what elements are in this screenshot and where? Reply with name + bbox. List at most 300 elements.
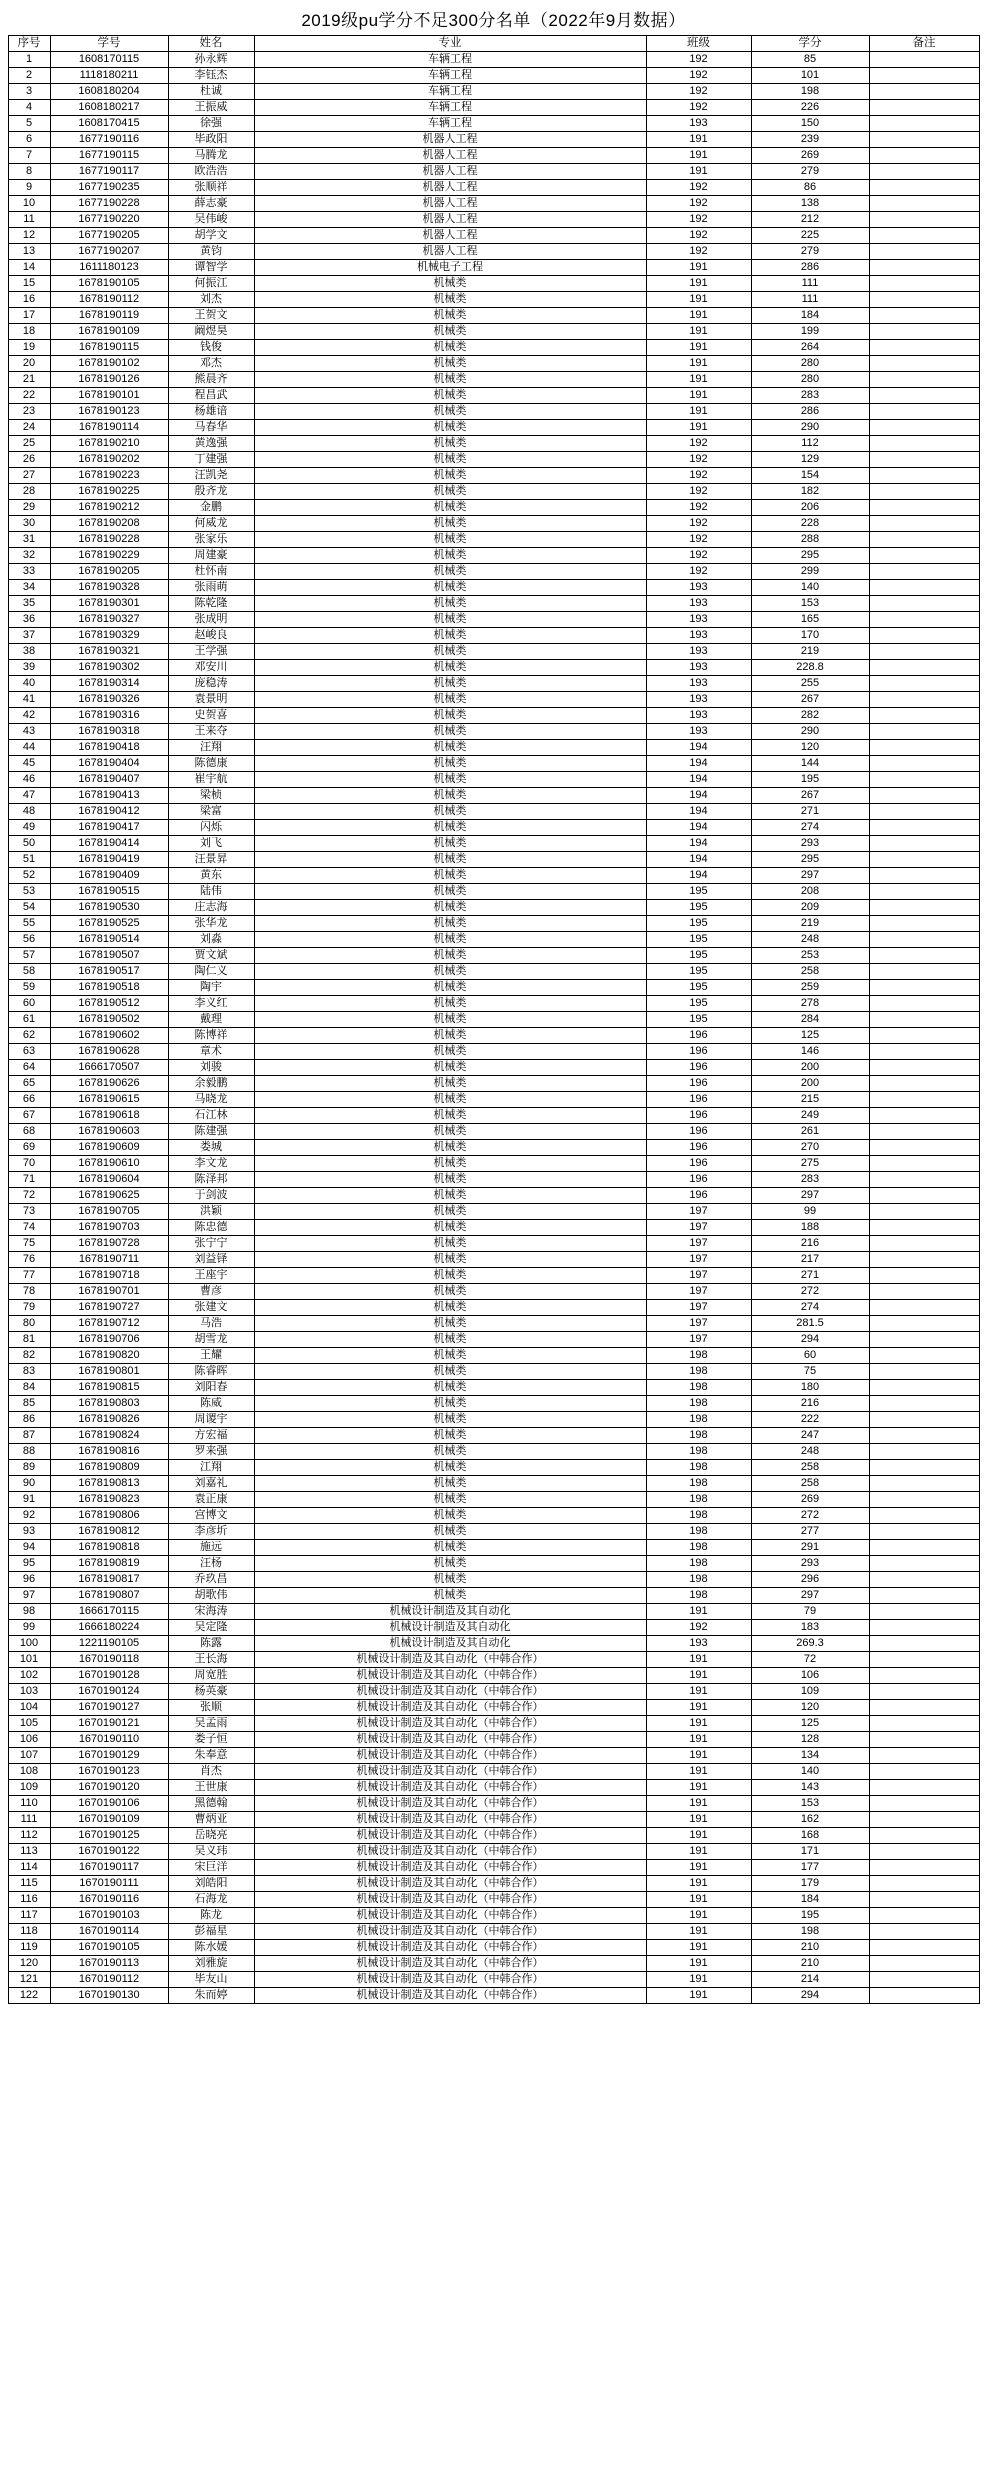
- row-index: 20: [8, 356, 50, 372]
- row-major: 机械类: [254, 964, 646, 980]
- row-major: 机械类: [254, 1364, 646, 1380]
- row-index: 18: [8, 324, 50, 340]
- row-remark: [869, 1956, 979, 1972]
- row-major: 机械设计制造及其自动化: [254, 1620, 646, 1636]
- row-class: 191: [646, 1972, 751, 1988]
- table-row: [8, 52, 979, 68]
- row-class: 196: [646, 1092, 751, 1108]
- row-student-id: 1678190407: [50, 772, 168, 788]
- row-major: 机械类: [254, 1508, 646, 1524]
- row-credits: 248: [751, 932, 869, 948]
- table-row: [8, 564, 979, 580]
- row-class: 195: [646, 964, 751, 980]
- table-row: [8, 1844, 979, 1860]
- row-index: 62: [8, 1028, 50, 1044]
- table-row: [8, 836, 979, 852]
- row-major: 机械类: [254, 276, 646, 292]
- row-class: 191: [646, 1732, 751, 1748]
- row-name: 吴孟雨: [168, 1716, 254, 1732]
- row-class: 193: [646, 116, 751, 132]
- row-major: 机械类: [254, 1460, 646, 1476]
- row-index: 54: [8, 900, 50, 916]
- row-name: 史贺喜: [168, 708, 254, 724]
- row-credits: 153: [751, 1796, 869, 1812]
- row-major: 机械类: [254, 900, 646, 916]
- row-remark: [869, 740, 979, 756]
- table-row: [8, 100, 979, 116]
- row-class: 191: [646, 1908, 751, 1924]
- row-credits: 293: [751, 836, 869, 852]
- table-header-row: [8, 36, 979, 52]
- row-class: 192: [646, 212, 751, 228]
- row-remark: [869, 1556, 979, 1572]
- row-student-id: 1670190118: [50, 1652, 168, 1668]
- row-remark: [869, 132, 979, 148]
- row-class: 194: [646, 788, 751, 804]
- row-remark: [869, 1252, 979, 1268]
- table-row: [8, 740, 979, 756]
- row-major: 机械类: [254, 292, 646, 308]
- row-major: 车辆工程: [254, 84, 646, 100]
- row-class: 192: [646, 532, 751, 548]
- row-credits: 297: [751, 1588, 869, 1604]
- row-class: 191: [646, 1956, 751, 1972]
- row-class: 191: [646, 324, 751, 340]
- row-credits: 297: [751, 868, 869, 884]
- row-remark: [869, 372, 979, 388]
- row-credits: 200: [751, 1076, 869, 1092]
- row-class: 193: [646, 580, 751, 596]
- row-major: 机械类: [254, 788, 646, 804]
- row-name: 肖杰: [168, 1764, 254, 1780]
- table-row: [8, 436, 979, 452]
- row-credits: 258: [751, 964, 869, 980]
- row-index: 52: [8, 868, 50, 884]
- row-name: 刘淼: [168, 932, 254, 948]
- table-row: [8, 1284, 979, 1300]
- row-class: 198: [646, 1412, 751, 1428]
- row-class: 197: [646, 1284, 751, 1300]
- row-name: 毕友山: [168, 1972, 254, 1988]
- row-student-id: 1678190609: [50, 1140, 168, 1156]
- row-credits: 111: [751, 276, 869, 292]
- row-credits: 184: [751, 308, 869, 324]
- student-credit-table: [8, 35, 980, 2004]
- row-major: 机械类: [254, 372, 646, 388]
- table-row: [8, 916, 979, 932]
- row-remark: [869, 116, 979, 132]
- row-remark: [869, 1188, 979, 1204]
- row-major: 机械类: [254, 1156, 646, 1172]
- row-name: 崔宇航: [168, 772, 254, 788]
- table-row: [8, 68, 979, 84]
- row-class: 191: [646, 164, 751, 180]
- row-major: 机械类: [254, 1060, 646, 1076]
- table-row: [8, 676, 979, 692]
- row-index: 65: [8, 1076, 50, 1092]
- row-credits: 225: [751, 228, 869, 244]
- row-credits: 226: [751, 100, 869, 116]
- row-index: 120: [8, 1956, 50, 1972]
- row-major: 机械类: [254, 324, 646, 340]
- table-row: [8, 180, 979, 196]
- column-header-name: 姓名: [168, 36, 254, 52]
- row-major: 车辆工程: [254, 116, 646, 132]
- row-class: 192: [646, 244, 751, 260]
- row-student-id: 1677190207: [50, 244, 168, 260]
- row-student-id: 1670190122: [50, 1844, 168, 1860]
- row-index: 121: [8, 1972, 50, 1988]
- row-index: 85: [8, 1396, 50, 1412]
- table-row: [8, 244, 979, 260]
- row-name: 黑德翰: [168, 1796, 254, 1812]
- row-student-id: 1678190326: [50, 692, 168, 708]
- table-row: [8, 1780, 979, 1796]
- row-remark: [869, 1380, 979, 1396]
- row-class: 191: [646, 1812, 751, 1828]
- row-index: 92: [8, 1508, 50, 1524]
- row-credits: 177: [751, 1860, 869, 1876]
- row-name: 阚煜昊: [168, 324, 254, 340]
- row-remark: [869, 980, 979, 996]
- row-student-id: 1670190105: [50, 1940, 168, 1956]
- row-name: 刘骏: [168, 1060, 254, 1076]
- row-class: 197: [646, 1220, 751, 1236]
- row-remark: [869, 260, 979, 276]
- row-class: 191: [646, 1764, 751, 1780]
- row-major: 机械设计制造及其自动化（中韩合作）: [254, 1892, 646, 1908]
- row-major: 机械类: [254, 532, 646, 548]
- row-index: 13: [8, 244, 50, 260]
- row-major: 车辆工程: [254, 52, 646, 68]
- row-name: 汪凯尧: [168, 468, 254, 484]
- row-credits: 288: [751, 532, 869, 548]
- row-major: 机械设计制造及其自动化（中韩合作）: [254, 1860, 646, 1876]
- row-class: 197: [646, 1316, 751, 1332]
- row-remark: [869, 1620, 979, 1636]
- row-index: 34: [8, 580, 50, 596]
- row-name: 陈露: [168, 1636, 254, 1652]
- row-credits: 85: [751, 52, 869, 68]
- row-credits: 140: [751, 580, 869, 596]
- row-major: 机械类: [254, 1124, 646, 1140]
- row-major: 机械类: [254, 1444, 646, 1460]
- table-row: [8, 1700, 979, 1716]
- row-index: 4: [8, 100, 50, 116]
- row-student-id: 1678190826: [50, 1412, 168, 1428]
- row-major: 机器人工程: [254, 196, 646, 212]
- row-index: 113: [8, 1844, 50, 1860]
- row-remark: [869, 1460, 979, 1476]
- row-name: 徐强: [168, 116, 254, 132]
- table-row: [8, 308, 979, 324]
- row-index: 40: [8, 676, 50, 692]
- row-class: 191: [646, 276, 751, 292]
- row-student-id: 1670190130: [50, 1988, 168, 2004]
- row-student-id: 1611180123: [50, 260, 168, 276]
- row-name: 张成明: [168, 612, 254, 628]
- row-name: 戴理: [168, 1012, 254, 1028]
- table-row: [8, 1012, 979, 1028]
- table-row: [8, 516, 979, 532]
- table-row: [8, 404, 979, 420]
- table-row: [8, 1124, 979, 1140]
- row-name: 彭福星: [168, 1924, 254, 1940]
- row-index: 35: [8, 596, 50, 612]
- row-major: 机械类: [254, 644, 646, 660]
- row-credits: 269: [751, 148, 869, 164]
- row-class: 192: [646, 100, 751, 116]
- row-index: 23: [8, 404, 50, 420]
- column-header-credits: 学分: [751, 36, 869, 52]
- row-student-id: 1666180224: [50, 1620, 168, 1636]
- row-major: 机械类: [254, 932, 646, 948]
- row-major: 机械类: [254, 1428, 646, 1444]
- row-major: 机械设计制造及其自动化（中韩合作）: [254, 1812, 646, 1828]
- row-remark: [869, 1236, 979, 1252]
- row-index: 31: [8, 532, 50, 548]
- table-row: [8, 612, 979, 628]
- table-row: [8, 484, 979, 500]
- row-credits: 290: [751, 420, 869, 436]
- row-major: 机械类: [254, 1140, 646, 1156]
- row-name: 江翔: [168, 1460, 254, 1476]
- row-student-id: 1670190116: [50, 1892, 168, 1908]
- row-name: 陶仁义: [168, 964, 254, 980]
- row-remark: [869, 628, 979, 644]
- row-remark: [869, 180, 979, 196]
- row-remark: [869, 1844, 979, 1860]
- row-major: 机械类: [254, 500, 646, 516]
- row-remark: [869, 1316, 979, 1332]
- row-major: 机械设计制造及其自动化（中韩合作）: [254, 1716, 646, 1732]
- row-index: 68: [8, 1124, 50, 1140]
- column-header-class: 班级: [646, 36, 751, 52]
- row-major: 机械类: [254, 852, 646, 868]
- row-major: 机器人工程: [254, 180, 646, 196]
- row-index: 8: [8, 164, 50, 180]
- row-student-id: 1678190711: [50, 1252, 168, 1268]
- row-student-id: 1678190228: [50, 532, 168, 548]
- row-name: 张家乐: [168, 532, 254, 548]
- row-credits: 125: [751, 1716, 869, 1732]
- row-remark: [869, 1588, 979, 1604]
- table-row: [8, 1428, 979, 1444]
- row-index: 33: [8, 564, 50, 580]
- row-class: 197: [646, 1268, 751, 1284]
- row-index: 117: [8, 1908, 50, 1924]
- row-index: 73: [8, 1204, 50, 1220]
- row-student-id: 1678190602: [50, 1028, 168, 1044]
- row-credits: 228: [751, 516, 869, 532]
- row-name: 黄逸强: [168, 436, 254, 452]
- row-remark: [869, 1268, 979, 1284]
- row-name: 薛志豪: [168, 196, 254, 212]
- row-class: 198: [646, 1508, 751, 1524]
- row-name: 岳晓亮: [168, 1828, 254, 1844]
- row-student-id: 1678190101: [50, 388, 168, 404]
- row-class: 191: [646, 1780, 751, 1796]
- row-credits: 280: [751, 356, 869, 372]
- row-credits: 299: [751, 564, 869, 580]
- row-name: 陈博祥: [168, 1028, 254, 1044]
- table-row: [8, 788, 979, 804]
- row-name: 汪杨: [168, 1556, 254, 1572]
- row-remark: [869, 708, 979, 724]
- row-remark: [869, 1572, 979, 1588]
- row-class: 192: [646, 484, 751, 500]
- table-row: [8, 1508, 979, 1524]
- row-credits: 261: [751, 1124, 869, 1140]
- row-remark: [869, 436, 979, 452]
- row-class: 191: [646, 1748, 751, 1764]
- row-remark: [869, 244, 979, 260]
- row-student-id: 1678190712: [50, 1316, 168, 1332]
- table-row: [8, 324, 979, 340]
- row-class: 193: [646, 676, 751, 692]
- row-index: 81: [8, 1332, 50, 1348]
- row-credits: 143: [751, 1780, 869, 1796]
- row-name: 章术: [168, 1044, 254, 1060]
- row-name: 丁建强: [168, 452, 254, 468]
- row-student-id: 1678190318: [50, 724, 168, 740]
- row-index: 106: [8, 1732, 50, 1748]
- row-credits: 206: [751, 500, 869, 516]
- row-student-id: 1678190625: [50, 1188, 168, 1204]
- row-remark: [869, 324, 979, 340]
- row-name: 汪翔: [168, 740, 254, 756]
- row-remark: [869, 1652, 979, 1668]
- row-class: 191: [646, 404, 751, 420]
- row-credits: 111: [751, 292, 869, 308]
- row-major: 机械设计制造及其自动化: [254, 1636, 646, 1652]
- row-class: 196: [646, 1028, 751, 1044]
- row-credits: 228.8: [751, 660, 869, 676]
- row-class: 192: [646, 468, 751, 484]
- row-class: 198: [646, 1476, 751, 1492]
- row-credits: 99: [751, 1204, 869, 1220]
- table-row: [8, 980, 979, 996]
- row-student-id: 1678190703: [50, 1220, 168, 1236]
- row-name: 王来夺: [168, 724, 254, 740]
- row-credits: 259: [751, 980, 869, 996]
- row-name: 吴伟峻: [168, 212, 254, 228]
- row-remark: [869, 500, 979, 516]
- table-row: [8, 1972, 979, 1988]
- row-name: 汪景昇: [168, 852, 254, 868]
- row-index: 94: [8, 1540, 50, 1556]
- row-name: 陈建强: [168, 1124, 254, 1140]
- row-major: 机械类: [254, 756, 646, 772]
- row-class: 191: [646, 1652, 751, 1668]
- row-index: 39: [8, 660, 50, 676]
- row-index: 86: [8, 1412, 50, 1428]
- row-credits: 75: [751, 1364, 869, 1380]
- row-major: 机械类: [254, 1044, 646, 1060]
- row-student-id: 1678190327: [50, 612, 168, 628]
- row-class: 194: [646, 804, 751, 820]
- row-index: 14: [8, 260, 50, 276]
- row-class: 192: [646, 180, 751, 196]
- row-student-id: 1118180211: [50, 68, 168, 84]
- table-row: [8, 196, 979, 212]
- row-name: 熊晨齐: [168, 372, 254, 388]
- row-index: 75: [8, 1236, 50, 1252]
- row-index: 2: [8, 68, 50, 84]
- table-row: [8, 372, 979, 388]
- table-row: [8, 1652, 979, 1668]
- row-index: 71: [8, 1172, 50, 1188]
- row-student-id: 1666170115: [50, 1604, 168, 1620]
- row-name: 王振威: [168, 100, 254, 116]
- table-row: [8, 420, 979, 436]
- row-major: 机械设计制造及其自动化（中韩合作）: [254, 1828, 646, 1844]
- row-name: 李钰杰: [168, 68, 254, 84]
- row-index: 25: [8, 436, 50, 452]
- row-name: 钱俊: [168, 340, 254, 356]
- row-credits: 258: [751, 1460, 869, 1476]
- row-student-id: 1670190106: [50, 1796, 168, 1812]
- table-row: [8, 1220, 979, 1236]
- row-index: 55: [8, 916, 50, 932]
- row-remark: [869, 532, 979, 548]
- row-remark: [869, 724, 979, 740]
- row-index: 67: [8, 1108, 50, 1124]
- row-class: 191: [646, 1684, 751, 1700]
- row-name: 梁桢: [168, 788, 254, 804]
- row-name: 刘皓阳: [168, 1876, 254, 1892]
- table-row: [8, 1892, 979, 1908]
- row-student-id: 1670190111: [50, 1876, 168, 1892]
- row-remark: [869, 1684, 979, 1700]
- table-row: [8, 1444, 979, 1460]
- row-index: 101: [8, 1652, 50, 1668]
- row-index: 84: [8, 1380, 50, 1396]
- row-index: 56: [8, 932, 50, 948]
- row-credits: 271: [751, 1268, 869, 1284]
- table-row: [8, 260, 979, 276]
- row-student-id: 1221190105: [50, 1636, 168, 1652]
- row-student-id: 1678190820: [50, 1348, 168, 1364]
- row-credits: 168: [751, 1828, 869, 1844]
- row-student-id: 1678190502: [50, 1012, 168, 1028]
- row-student-id: 1678190518: [50, 980, 168, 996]
- row-class: 193: [646, 660, 751, 676]
- row-class: 193: [646, 628, 751, 644]
- row-name: 乔玖昌: [168, 1572, 254, 1588]
- row-index: 63: [8, 1044, 50, 1060]
- table-row: [8, 1060, 979, 1076]
- row-class: 191: [646, 420, 751, 436]
- row-student-id: 1678190126: [50, 372, 168, 388]
- table-row: [8, 116, 979, 132]
- row-major: 机械类: [254, 820, 646, 836]
- row-remark: [869, 836, 979, 852]
- row-class: 198: [646, 1380, 751, 1396]
- row-major: 机械类: [254, 836, 646, 852]
- row-remark: [869, 996, 979, 1012]
- table-row: [8, 1764, 979, 1780]
- row-credits: 255: [751, 676, 869, 692]
- row-class: 192: [646, 516, 751, 532]
- row-remark: [869, 468, 979, 484]
- row-class: 191: [646, 1940, 751, 1956]
- row-credits: 198: [751, 1924, 869, 1940]
- row-student-id: 1678190102: [50, 356, 168, 372]
- row-index: 37: [8, 628, 50, 644]
- table-row: [8, 628, 979, 644]
- column-header-student-id: 学号: [50, 36, 168, 52]
